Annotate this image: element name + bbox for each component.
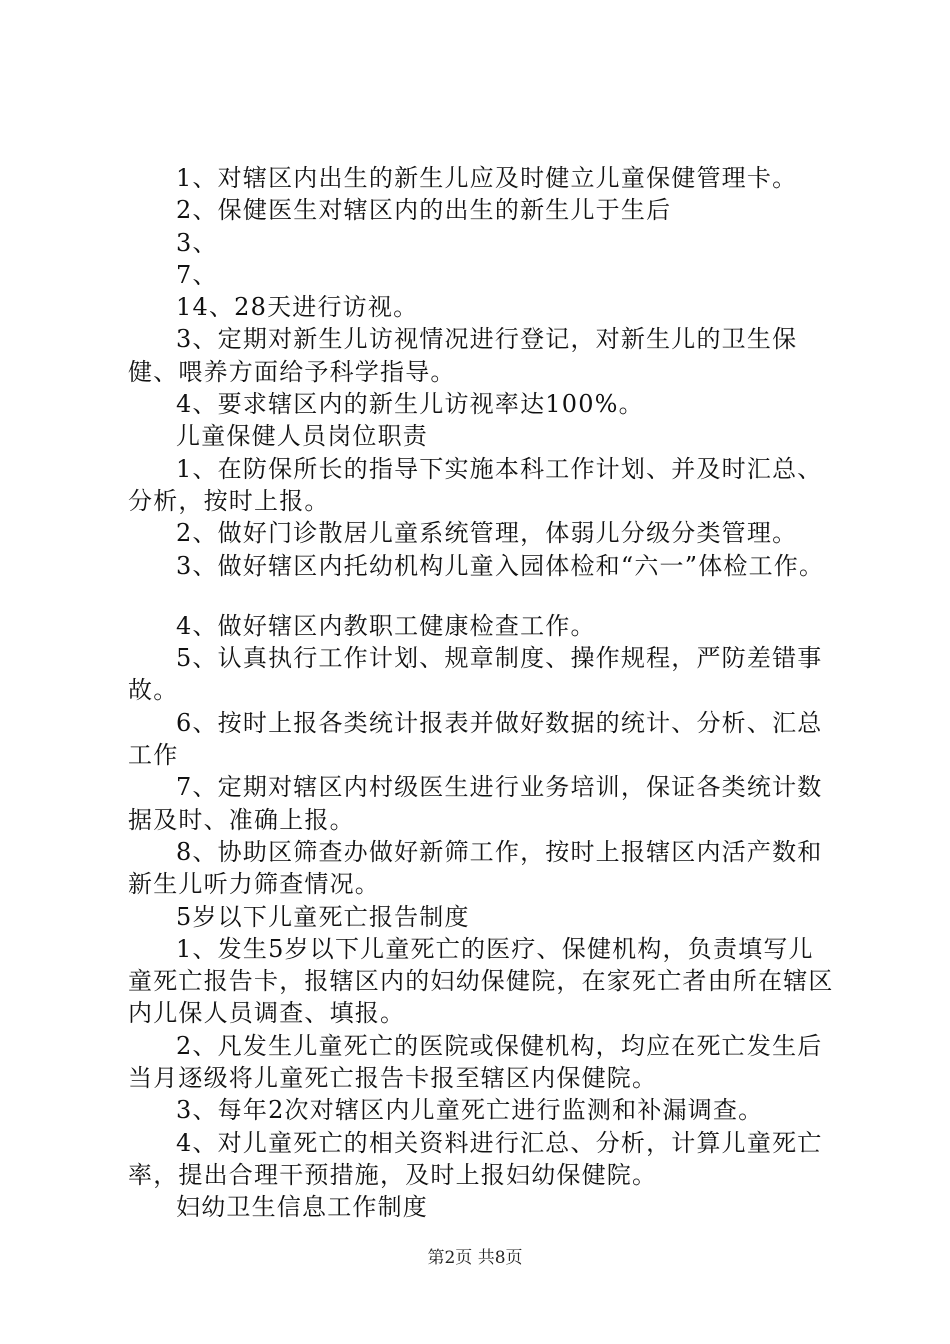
- paragraph: 1、在防保所长的指导下实施本科工作计划、并及时汇总、分析，按时上报。: [128, 454, 823, 515]
- blank-line: [128, 582, 838, 610]
- paragraph: 5、认真执行工作计划、规章制度、操作规程，严防差错事故。: [128, 644, 823, 705]
- paragraph: 4、要求辖区内的新生儿访视率达100%。: [176, 390, 644, 419]
- paragraph: 4、对儿童死亡的相关资料进行汇总、分析，计算儿童死亡率，提出合理干预措施，及时上报妇幼保健院。: [128, 1128, 823, 1189]
- paragraph: 8、协助区筛查办做好新筛工作，按时上报辖区内活产数和新生儿听力筛查情况。: [128, 837, 823, 899]
- paragraph: 7、: [176, 260, 218, 289]
- paragraph: 3、每年2次对辖区内儿童死亡进行监测和补漏调查。: [176, 1096, 764, 1125]
- section-heading: 妇幼卫生信息工作制度: [176, 1193, 428, 1222]
- page-number-footer: 第2页 共8页: [427, 1248, 523, 1268]
- paragraph: 1、发生5岁以下儿童死亡的医疗、保健机构，负责填写儿童死亡报告卡，报辖区内的妇幼保健院，在家死亡者由所在辖区内儿保人员调查、填报。: [128, 934, 834, 1028]
- paragraph: 2、做好门诊散居儿童系统管理，体弱儿分级分类管理。: [176, 519, 798, 548]
- section-heading: 儿童保健人员岗位职责: [176, 422, 428, 451]
- paragraph: 3、定期对新生儿访视情况进行登记，对新生儿的卫生保健、喂养方面给予科学指导。: [128, 325, 798, 386]
- paragraph: 2、保健医生对辖区内的出生的新生儿于生后: [176, 196, 672, 225]
- paragraph: 6、按时上报各类统计报表并做好数据的统计、分析、汇总工作: [128, 708, 823, 770]
- paragraph: 3、做好辖区内托幼机构儿童入园体检和“六一”体检工作。: [176, 551, 825, 580]
- document-body: [128, 162, 838, 1224]
- section-heading: 5岁以下儿童死亡报告制度: [176, 902, 470, 931]
- paragraph: 14、28天进行访视。: [176, 293, 419, 322]
- paragraph: 3、: [176, 228, 218, 257]
- paragraph: 4、做好辖区内教职工健康检查工作。: [176, 611, 596, 640]
- paragraph: 1、对辖区内出生的新生儿应及时健立儿童保健管理卡。: [176, 164, 798, 192]
- paragraph: 7、定期对辖区内村级医生进行业务培训，保证各类统计数据及时、准确上报。: [128, 773, 823, 834]
- paragraph: 2、凡发生儿童死亡的医院或保健机构，均应在死亡发生后当月逐级将儿童死亡报告卡报至辖区内保健院。: [128, 1031, 823, 1093]
